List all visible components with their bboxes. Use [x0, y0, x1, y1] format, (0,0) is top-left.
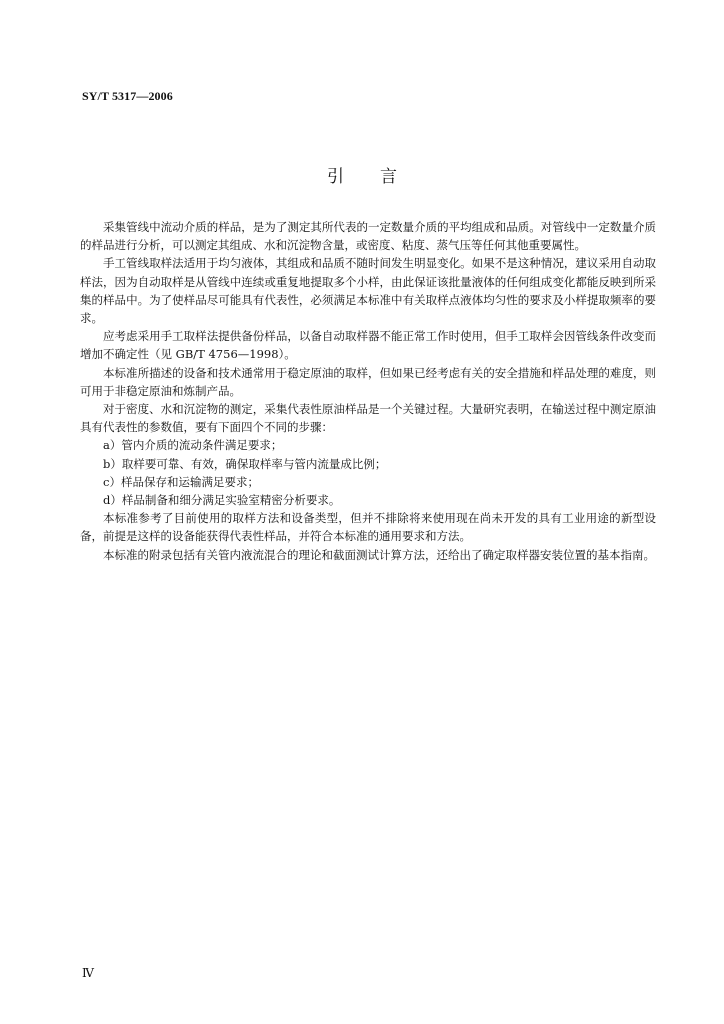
list-item: d）样品制备和细分满足实验室精密分析要求。 [103, 493, 341, 508]
paragraph: 本标准参考了目前使用的取样方法和设备类型，但并不排除将来使用现在尚未开发的具有工业用途的新型设备，前提是这样的设备能获得代表性样品，并符合本标准的通用要求和方法。 [80, 511, 656, 544]
page-number: Ⅳ [82, 966, 94, 980]
page-title: 引言 [327, 167, 433, 187]
list-item: a）管内介质的流动条件满足要求； [103, 438, 283, 453]
list-item: b）取样要可靠、有效，确保取样率与管内流量成比例； [103, 456, 387, 471]
paragraph: 本标准所描述的设备和技术通常用于稳定原油的取样，但如果已经考虑有关的安全措施和样品处理的难度，则可用于非稳定原油和炼制产品。 [80, 365, 656, 398]
paragraph: 应考虑采用手工取样法提供备份样品，以备自动取样器不能正常工作时使用，但手工取样会因管线条件改变而增加不确定性（见 GB/T 4756—1998）。 [80, 329, 656, 362]
standard-number: SY/T 5317—2006 [82, 89, 173, 103]
paragraph: 对于密度、水和沉淀物的测定，采集代表性原油样品是一个关键过程。大量研究表明，在输送过程中测定原油具有代表性的参数值，要有下面四个不同的步骤： [80, 402, 656, 435]
list-item: c）样品保存和运输满足要求； [103, 474, 259, 489]
paragraph: 采集管线中流动介质的样品，是为了测定其所代表的一定数量介质的平均组成和品质。对管线中一定数量介质的样品进行分析，可以测定其组成、水和沉淀物含量，或密度、粘度、蒸气压等任何其他重要属性。 [80, 220, 656, 253]
body-text [80, 218, 656, 564]
paragraph: 本标准的附录包括有关管内液流混合的理论和截面测试计算方法，还给出了确定取样器安装位置的基本指南。 [103, 547, 655, 562]
paragraph: 手工管线取样法适用于均匀液体，其组成和品质不随时间发生明显变化。如果不是这种情况，建议采用自动取样法，因为自动取样是从管线中连续或重复地提取多个小样，由此保证该批量液体的任何组成变化都能反映到所采集的样品中。为了使样品尽可能具有代表性，必须满足本标准中有关取样点液体均匀性的要求及小样提取频率的要求。 [80, 256, 656, 326]
